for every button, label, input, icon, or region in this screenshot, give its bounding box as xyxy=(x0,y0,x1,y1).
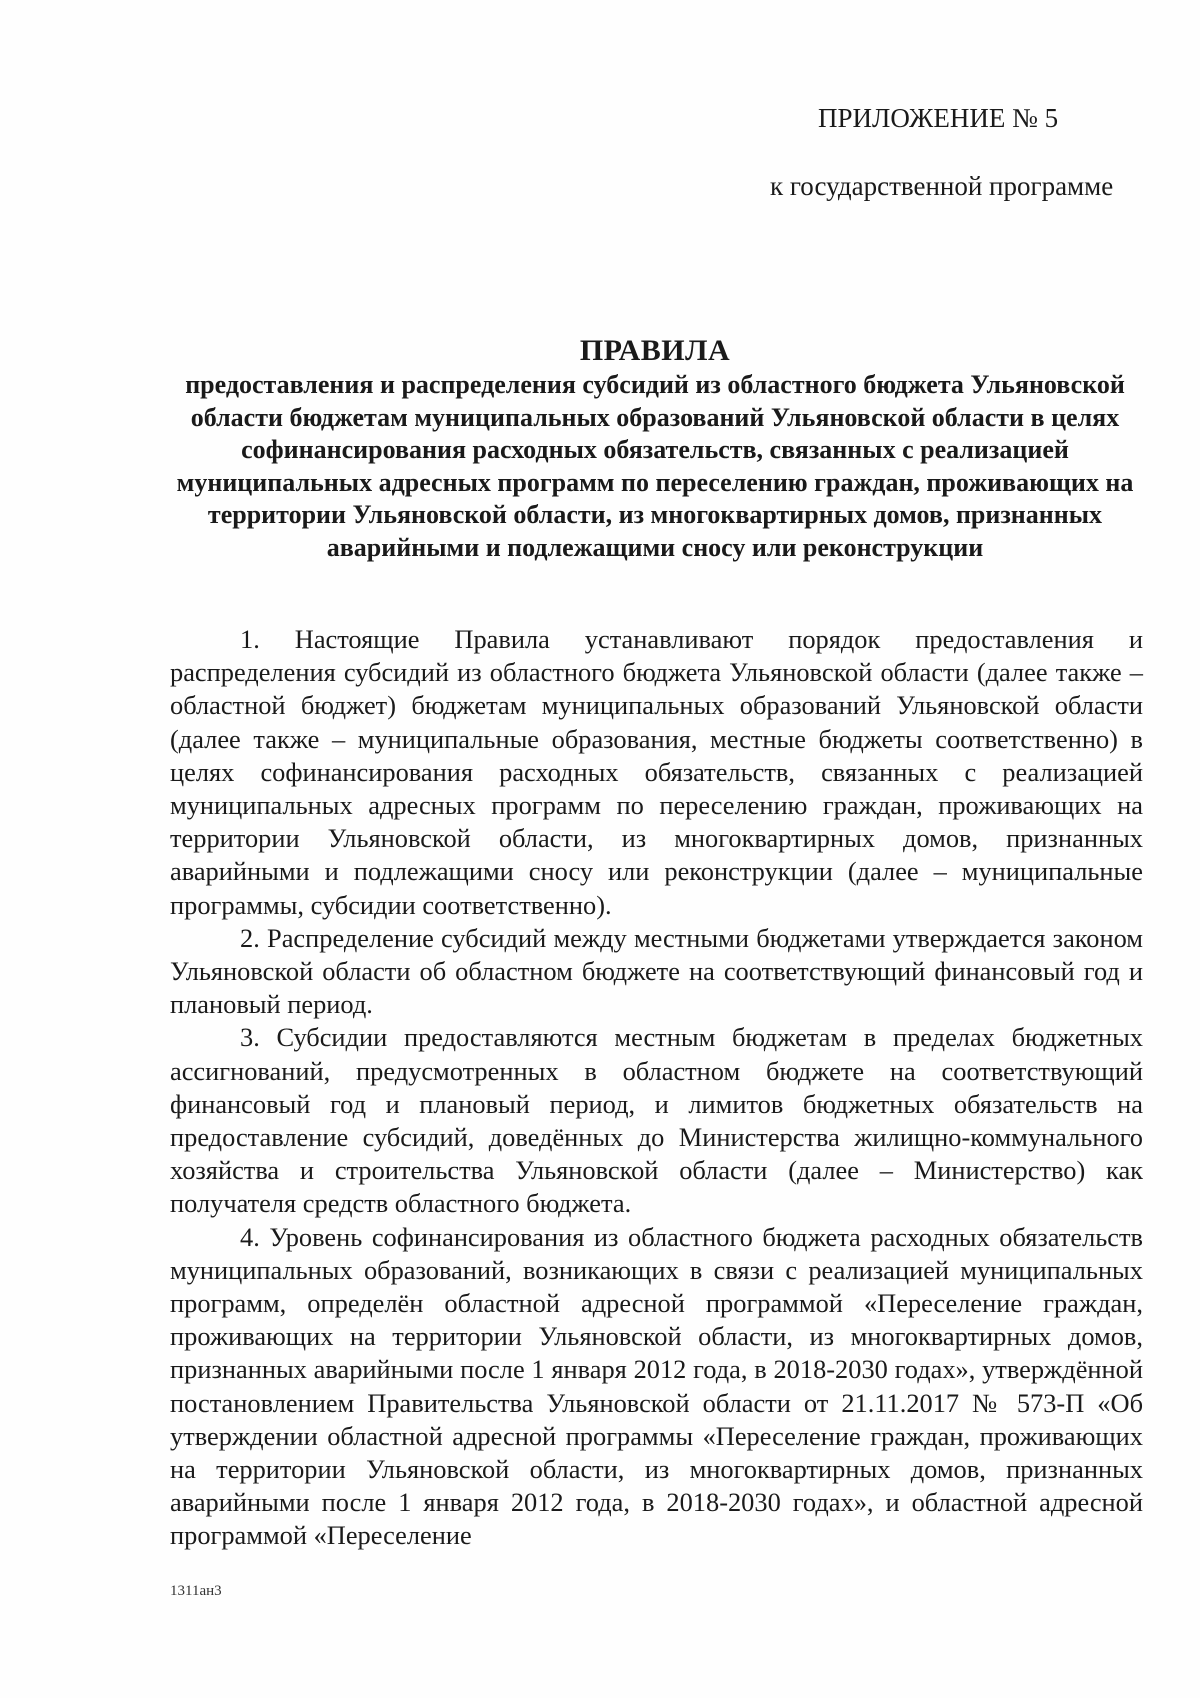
paragraph-4: 4. Уровень софинансирования из областного бюджета расходных обязательств муниципальных образований, возникающих в связи с реализацией муниципальных программ, определён областной адресной программой «Переселение граждан, проживающих на территории Ульяновской области, из многоквартирных домов, признанных аварийными после 1 января 2012 года, в 2018-2030 годах», утверждённой постановлением Правительства Ульяновской области от 21.11.2017 № 573-П «Об утверждении областной адресной программы «Переселение граждан, проживающих на территории Ульяновской области, из многоквартирных домов, признанных аварийными после 1 января 2012 года, в 2018-2030 годах», и областной адресной программой «Переселение xyxy=(170,1221,1143,1551)
paragraph-3: 3. Субсидии предоставляются местным бюджетам в пределах бюджетных ассигнований, предусмотренных в областном бюджете на соответствующий финансовый год и плановый период, и лимитов бюджетных обязательств на предоставление субсидий, доведённых до Министерства жилищно-коммунального хозяйства и строительства Ульяновской области (далее – Министерство) как получателя средств областного бюджета. xyxy=(170,1022,1143,1219)
document-subtitle: предоставления и распределения субсидий из областного бюджета Ульяновской области бюджетам муниципальных образований Ульяновской области в целях софинансирования расходных обязательств, связанных с реализацией муниципальных адресных программ по переселению граждан, проживающих на территории Ульяновской области, из многоквартирных домов, признанных аварийными и подлежащими сносу или реконструкции xyxy=(176,370,1134,562)
footer-document-code: 1311ан3 xyxy=(170,1583,222,1599)
document-title-block xyxy=(160,333,1150,564)
paragraph-1: 1. Настоящие Правила устанавливают порядок предоставления и распределения субсидий из областного бюджета Ульяновской области (далее также – областной бюджет) бюджетам муниципальных образований Ульяновской области (далее также – муниципальные образования, местные бюджеты соответственно) в целях софинансирования расходных обязательств, связанных с реализацией муниципальных адресных программ по переселению граждан, проживающих на территории Ульяновской области, из многоквартирных домов, признанных аварийными и подлежащими сносу или реконструкции (далее – муниципальные программы, субсидии соответственно). xyxy=(170,624,1143,920)
appendix-number: ПРИЛОЖЕНИЕ № 5 xyxy=(818,103,1059,133)
paragraph-2: 2. Распределение субсидий между местными бюджетами утверждается законом Ульяновской области об областном бюджете на соответствующий финансовый год и плановый период. xyxy=(170,922,1143,1020)
document-title: ПРАВИЛА xyxy=(579,334,731,367)
document-body xyxy=(170,623,1143,1553)
appendix-reference: к государственной программе xyxy=(770,171,1114,201)
